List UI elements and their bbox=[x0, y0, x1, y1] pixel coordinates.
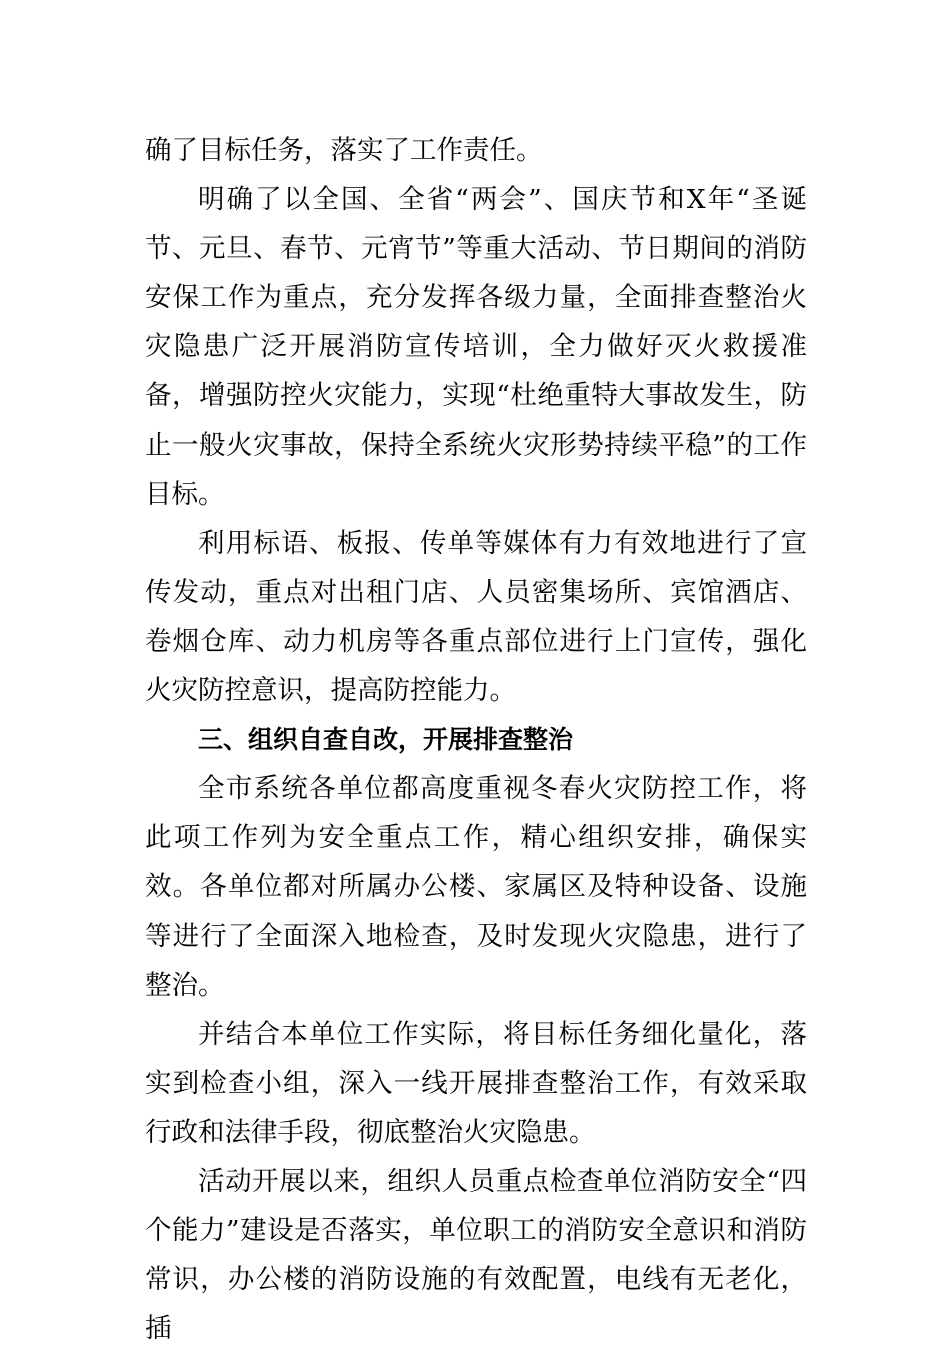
paragraph-publicity: 利用标语、板报、传单等媒体有力有效地进行了宣传发动，重点对出租门店、人员密集场所、宾馆酒店、卷烟仓库、动力机房等各重点部位进行上门宣传，强化火灾防控意识，提高防控能力。 bbox=[145, 527, 807, 707]
paragraph-task-breakdown: 并结合本单位工作实际，将目标任务细化量化，落实到检查小组，深入一线开展排查整治工作，有效采取行政和法律手段，彻底整治火灾隐患。 bbox=[145, 1018, 807, 1148]
document-body bbox=[145, 126, 807, 1353]
paragraph-continuation: 确了目标任务，落实了工作责任。 bbox=[145, 135, 543, 166]
section-heading-three: 三、组织自查自改，开展排查整治 bbox=[198, 725, 574, 755]
paragraph-inspection-items: 活动开展以来，组织人员重点检查单位消防安全“四个能力”建设是否落实，单位职工的消防安全意识和消防常识，办公楼的消防设施的有效配置，电线有无老化，插 bbox=[145, 1165, 807, 1345]
paragraph-self-inspection: 全市系统各单位都高度重视冬春火灾防控工作，将此项工作列为安全重点工作，精心组织安排，确保实效。各单位都对所属办公楼、家属区及特种设备、设施等进行了全面深入地检查，及时发现火灾隐患，进行了整治。 bbox=[145, 773, 807, 1001]
paragraph-holiday-security-goals: 明确了以全国、全省“两会”、国庆节和X年“圣诞节、元旦、春节、元宵节”等重大活动、节日期间的消防安保工作为重点，充分发挥各级力量，全面排查整治火灾隐患广泛开展消防宣传培训，全力做好灭火救援准备，增强防控火灾能力，实现“杜绝重特大事故发生，防止一般火灾事故，保持全系统火灾形势持续平稳”的工作目标。 bbox=[145, 184, 807, 510]
